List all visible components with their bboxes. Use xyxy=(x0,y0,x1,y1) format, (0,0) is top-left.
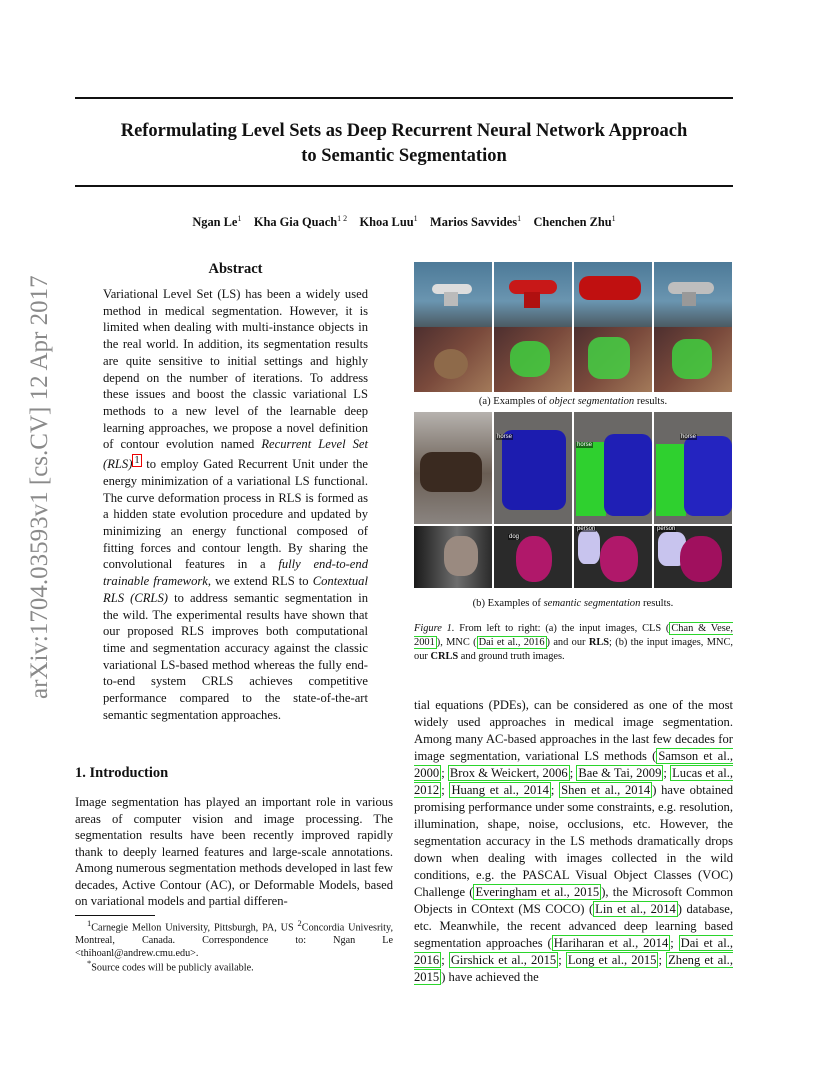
citation-link[interactable]: Dai et al., 2016 xyxy=(478,637,545,648)
author-4: Marios Savvides$^1$ xyxy=(430,214,522,230)
footnote-2: *Source codes will be publicly available. xyxy=(87,958,254,974)
figure-image-dog-mnc xyxy=(494,526,572,588)
label-dog: dog xyxy=(509,534,520,540)
figure-image-airplane-cls xyxy=(494,262,572,327)
section-heading-introduction: 1. Introduction xyxy=(75,765,169,781)
label-horse: horse xyxy=(497,434,513,440)
right-column-paragraph: tial equations (PDEs), can be considered as one of the most widely used approaches in medical image segmentation. Among many AC-based approaches in the last few decades for image segmentation, variational LS methods ( Samson et al., 2000 ; Brox & Weickert, 2006 ; Bae & Tai, 2009 ; Lucas et al., 2012 ; Huang et al., 2014 ; Shen et al., 2014 ) have obtained promising performance under some constraints, e.g. resolution, illumination, shape, noise, occlusions, etc. However, the segmentation accuracy in the LS methods dramatically drops down when dealing with images collected in the wild conditions, e.g. the PASCAL Visual Object Classes (VOC) Challenge ( Everingham et al., 2015 ), the Microsoft Common Objects in COntext (MS COCO) ( Lin et al., 2014 ) database, etc. Meanwhile, the recent advanced deep learning based segmentation approaches ( Hariharan et al., 2014 ; Dai et al., 2016 ; Girshick et al., 2015 ; Long et al., 2015 ; Zheng et al., 2015 ) have achieved the xyxy=(414,698,734,984)
citation-link[interactable]: Girshick et al., 2015 xyxy=(450,953,557,967)
figure-image-airplane-mnc xyxy=(574,262,652,327)
paper-title xyxy=(75,119,733,169)
citation-link[interactable]: Samson et al., 2000 xyxy=(414,749,733,780)
figure-image-horse-mnc xyxy=(494,412,572,524)
footnote-1: $^1$Carnegie Mellon University, Pittsburgh, PA, US $^2$Concordia Univesrity, Montreal, Canada. Correspondence to: Ngan Le <thihoanl@andrew.cmu.edu>. xyxy=(75,918,393,960)
title-line-2: to Semantic Segmentation xyxy=(301,146,507,166)
label-person: person xyxy=(657,526,676,532)
author-list xyxy=(75,214,733,230)
citation-link[interactable]: Zheng et al., 2015 xyxy=(414,953,733,984)
citation-link[interactable]: Lucas et al., 2012 xyxy=(414,766,734,797)
label-person: person xyxy=(577,526,596,532)
label-horse: horse xyxy=(577,442,593,448)
author-5: Chenchen Zhu$^1$ xyxy=(533,214,616,230)
figure-image-cat-mnc xyxy=(574,327,652,392)
citation-link[interactable]: Hariharan et al., 2014 xyxy=(553,936,669,950)
figure-image-horse-gt xyxy=(654,412,732,524)
arxiv-stamp: arXiv:1704.03593v1 [cs.CV] 12 Apr 2017 xyxy=(26,275,53,699)
title-line-1: Reformulating Level Sets as Deep Recurrent Neural Network Approach xyxy=(120,121,688,141)
figure-image-horse-input xyxy=(414,412,492,524)
label-horse: horse xyxy=(681,434,697,440)
citation-link[interactable]: Shen et al., 2014 xyxy=(561,783,651,797)
figure-image-cat-rls xyxy=(654,327,732,392)
figure-caption-b: (b) Examples of semantic segmentation results. xyxy=(472,598,674,609)
figure-image-cat-input xyxy=(414,327,492,392)
citation-link[interactable]: Bae & Tai, 2009 xyxy=(578,766,662,780)
footnote-link[interactable]: 1 xyxy=(134,455,140,467)
figure-a-row-cat xyxy=(414,327,732,392)
figure-image-dog-gt xyxy=(654,526,732,588)
top-rule xyxy=(75,97,733,99)
figure-1-caption: Figure 1. From left to right: (a) the input images, CLS ( Chan & Vese, 2001 ), MNC ( Dai et al., 2016 ) and our RLS; (b) the input images, MNC, our CRLS and ground truth images. xyxy=(414,623,733,662)
figure-image-airplane-input xyxy=(414,262,492,327)
author-3: Khoa Luu$^1$ xyxy=(359,214,418,230)
abstract-heading: Abstract xyxy=(208,261,263,277)
figure-image-cat-cls xyxy=(494,327,572,392)
citation-link[interactable]: Brox & Weickert, 2006 xyxy=(449,766,568,780)
figure-image-dog-crls xyxy=(574,526,652,588)
figure-image-airplane-rls xyxy=(654,262,732,327)
figure-image-horse-crls xyxy=(574,412,652,524)
intro-paragraph: Image segmentation has played an important role in various areas of computer vision and image processing. The segmentation results have been recently improved rapidly thank to deeply learned features and large-scale annotations. Among numerous segmentation methods developed in last few decades, Active Contour (AC), or Deformable Models, based on variational models and partial differen- xyxy=(75,795,393,908)
citation-link[interactable]: Long et al., 2015 xyxy=(567,953,657,967)
figure-b-row-dog xyxy=(414,526,732,588)
citation-link[interactable]: Dai et al., 2016 xyxy=(414,936,733,967)
citation-link[interactable]: Chan & Vese, 2001 xyxy=(414,623,733,648)
figure-caption-a: (a) Examples of object segmentation results. xyxy=(478,396,668,407)
title-bottom-rule xyxy=(75,185,733,187)
figure-a-row-airplane xyxy=(414,262,732,327)
citation-link[interactable]: Huang et al., 2014 xyxy=(451,783,549,797)
citation-link[interactable]: Everingham et al., 2015 xyxy=(475,885,600,899)
citation-link[interactable]: Lin et al., 2014 xyxy=(595,902,676,916)
figure-image-dog-input xyxy=(414,526,492,588)
abstract-text: Variational Level Set (LS) has been a widely used method in medical segmentation. However, it is limited when dealing with multi-instance objects in the real world. In addition, its segmentation results are quite sensitive to initial settings and highly depend on the number of iterations. To address these issues and boost the classic variational LS methods to a new level of the learnable deep learning approaches, we propose a novel definition of contour evolution named Recurrent Level Set (RLS) $^1$ to employ Gated Recurrent Unit under the energy minimization of a variational LS functional. The curve deformation process in RLS is formed as a hidden state evolution procedure and updated by minimizing an energy functional composed of fitting forces and contour length. By sharing the convolutional features in a fully end-to-end trainable framework, we extend RLS to Contextual RLS (CRLS) to address semantic segmentation in the wild. The experimental results have shown that our proposed RLS improves both computational time and segmentation accuracy against the classic variational LS-based method whereas the fully end-to-end system CRLS achieves competitive performance compared to the state-of-the-art semantic segmentation approaches. xyxy=(103,287,369,722)
footnote-rule xyxy=(75,915,155,916)
author-2: Kha Gia Quach$^{1 2}$ xyxy=(253,214,348,230)
author-1: Ngan Le$^1$ xyxy=(192,214,242,230)
figure-b-row-horse xyxy=(414,412,732,524)
